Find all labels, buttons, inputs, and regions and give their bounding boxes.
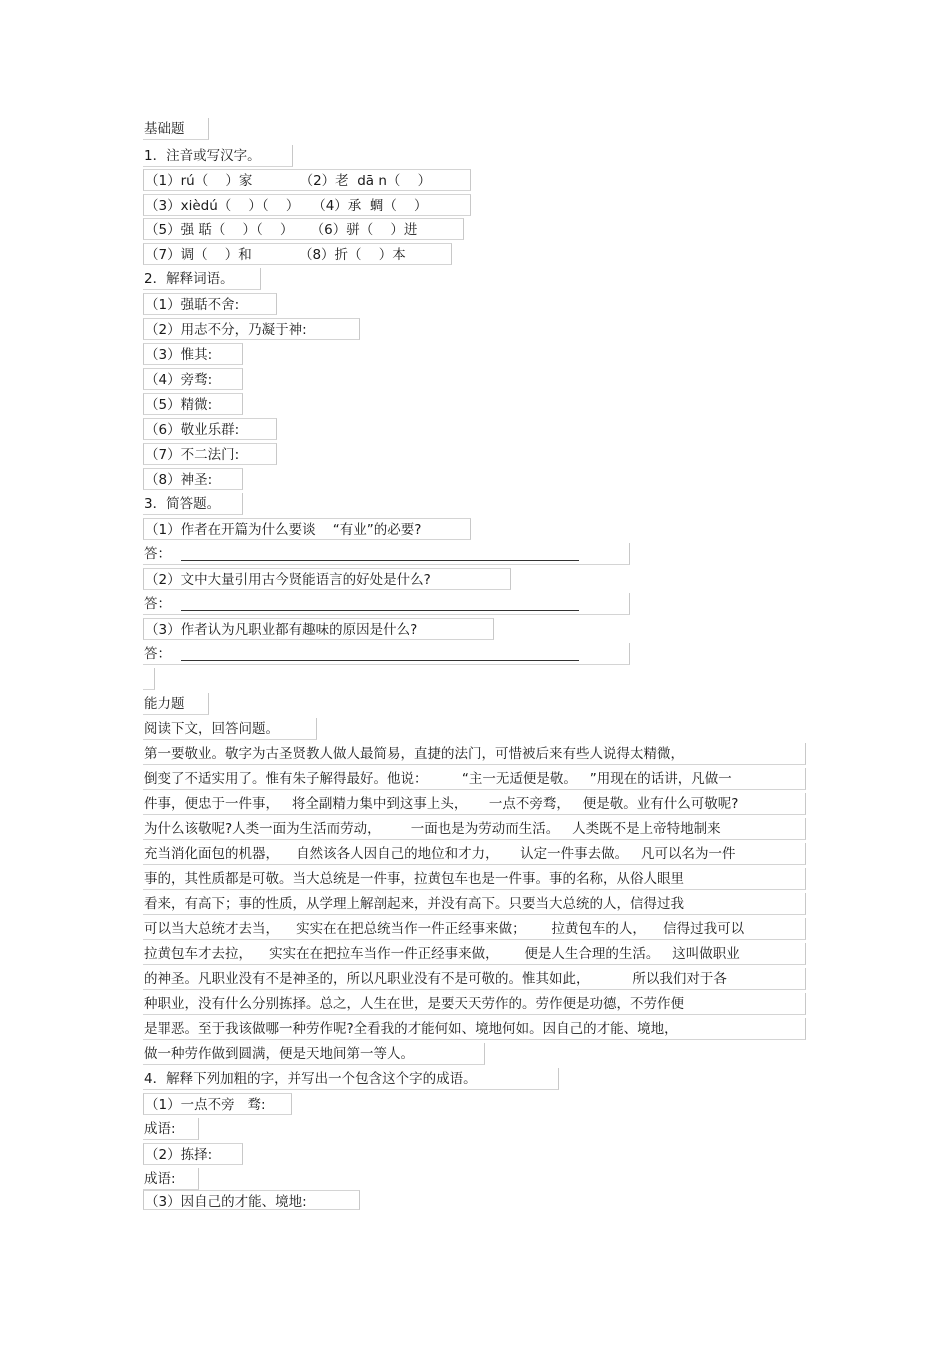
q1-row-4: （7）调（ ）和 （8）折（ ）本 xyxy=(143,243,452,265)
answer-label: 答： xyxy=(144,596,171,612)
reading-line: 可以当大总统才去当， 实实在在把总统当作一件正经事来做； 拉黄包车的人， 信得过我可以 xyxy=(143,918,806,940)
q4-item-3: （3）因自己的才能、境地: xyxy=(143,1190,360,1210)
q4-item-1: （1）一点不旁 骛: xyxy=(143,1093,292,1115)
section-basic-title: 基础题 xyxy=(143,118,209,140)
q2-item: （7）不二法门: xyxy=(143,443,277,465)
reading-intro: 阅读下文，回答问题。 xyxy=(143,718,317,740)
q2-item: （6）敬业乐群: xyxy=(143,418,277,440)
q2-title: 2．解释词语。 xyxy=(143,268,261,290)
answer-label: 答： xyxy=(144,546,171,562)
answer-label: 答： xyxy=(144,646,171,662)
q3-answer-3 xyxy=(143,643,630,665)
q2-item: （2）用志不分，乃凝于神: xyxy=(143,318,360,340)
reading-line: 倒变了不适实用了。惟有朱子解得最好。他说： “主一无适便是敬。 ”用现在的话讲，凡做一 xyxy=(143,768,806,790)
spacer-cell xyxy=(143,668,155,690)
q2-item: （4）旁骛: xyxy=(143,368,243,390)
q3-answer-2 xyxy=(143,593,630,615)
answer-line xyxy=(181,547,579,561)
answer-line xyxy=(181,647,579,661)
q1-title: 1．注音或写汉字。 xyxy=(143,145,293,167)
q2-item: （1）强聒不舍: xyxy=(143,293,277,315)
reading-line: 件事，便忠于一件事， 将全副精力集中到这事上头， 一点不旁骛， 便是敬。业有什么可敬呢? xyxy=(143,793,806,815)
q2-item: （5）精微: xyxy=(143,393,243,415)
q4-idiom-1: 成语: xyxy=(143,1118,199,1140)
q2-item: （8）神圣: xyxy=(143,468,243,490)
reading-line: 做一种劳作做到圆满，便是天地间第一等人。 xyxy=(143,1043,485,1065)
reading-line: 第一要敬业。敬字为古圣贤教人做人最简易，直捷的法门，可惜被后来有些人说得太精微， xyxy=(143,743,806,765)
reading-line: 充当消化面包的机器， 自然该各人因自己的地位和才力， 认定一件事去做。 凡可以名为一件 xyxy=(143,843,806,865)
section-ability-title: 能力题 xyxy=(143,693,209,715)
answer-line xyxy=(181,597,579,611)
q4-item-2: （2）拣择: xyxy=(143,1143,243,1165)
q3-question-1: （1）作者在开篇为什么要谈 “有业”的必要? xyxy=(143,518,471,540)
q2-item: （3）惟其: xyxy=(143,343,243,365)
q3-title: 3．简答题。 xyxy=(143,493,243,515)
q4-idiom-2: 成语: xyxy=(143,1168,199,1190)
reading-line: 种职业，没有什么分别拣择。总之，人生在世，是要天天劳作的。劳作便是功德，不劳作便 xyxy=(143,993,806,1015)
reading-line: 为什么该敬呢?人类一面为生活而劳动， 一面也是为劳动而生活。 人类既不是上帝特地制来 xyxy=(143,818,806,840)
q1-row-3: （5）强 聒（ ）（ ） （6）骈（ ）进 xyxy=(143,218,464,240)
reading-line: 事的，其性质都是可敬。当大总统是一件事，拉黄包车也是一件事。事的名称，从俗人眼里 xyxy=(143,868,806,890)
q3-answer-1 xyxy=(143,543,630,565)
q3-question-2: （2）文中大量引用古今贤能语言的好处是什么? xyxy=(143,568,511,590)
reading-line: 看来，有高下；事的性质，从学理上解剖起来，并没有高下。只要当大总统的人，信得过我 xyxy=(143,893,806,915)
reading-line: 拉黄包车才去拉， 实实在在把拉车当作一件正经事来做， 便是人生合理的生活。 这叫做职业 xyxy=(143,943,806,965)
q3-question-3: （3）作者认为凡职业都有趣味的原因是什么? xyxy=(143,618,494,640)
q4-title: 4．解释下列加粗的字，并写出一个包含这个字的成语。 xyxy=(143,1068,559,1090)
reading-line: 是罪恶。至于我该做哪一种劳作呢?全看我的才能何如、境地何如。因自己的才能、境地， xyxy=(143,1018,806,1040)
reading-line: 的神圣。凡职业没有不是神圣的，所以凡职业没有不是可敬的。惟其如此， 所以我们对于各 xyxy=(143,968,806,990)
q1-row-1: （1）rú（ ）家 （2）老 dā n（ ） xyxy=(143,169,471,191)
q1-row-2: （3）xièdú（ ）（ ） （4）承 蜩（ ） xyxy=(143,194,471,216)
